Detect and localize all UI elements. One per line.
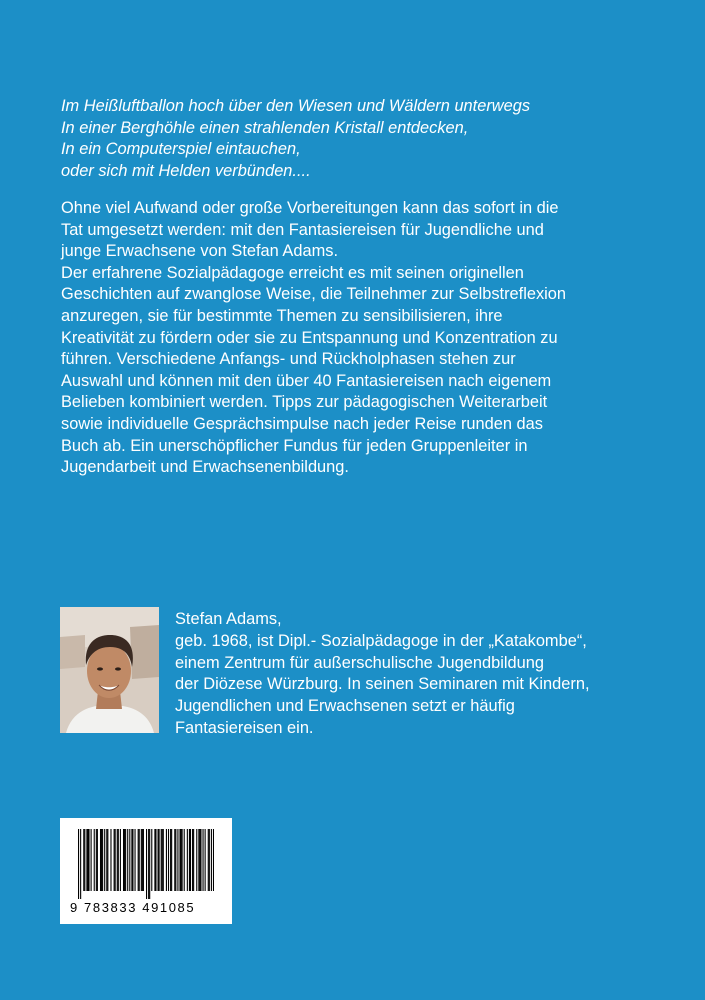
intro-line: Im Heißluftballon hoch über den Wiesen und Wäldern unterwegs	[61, 97, 531, 115]
description-line: Belieben kombiniert werden. Tipps zur pädagogischen Weiterarbeit	[61, 393, 548, 412]
barcode-bar	[118, 829, 119, 891]
barcode-bar	[97, 829, 98, 891]
intro-line: In einer Berghöhle einen strahlenden Kristall entdecken,	[61, 118, 469, 137]
barcode-bar	[209, 829, 210, 891]
barcode-bar	[190, 829, 191, 891]
barcode-bar	[129, 829, 130, 891]
barcode-bar	[125, 829, 126, 891]
author-bio-line: geb. 1968, ist Dipl.- Sozialpädagoge in der „Katakombe“,	[175, 631, 587, 650]
author-bio	[175, 609, 675, 740]
barcode-bar	[83, 829, 84, 891]
author-bio-line: Fantasiereisen ein.	[175, 718, 314, 737]
author-portrait-illustration	[60, 607, 159, 733]
author-photo	[60, 607, 159, 733]
barcode-bar	[208, 829, 209, 891]
description-line: Tat umgesetzt werden: mit den Fantasiereisen für Jugendliche und	[61, 220, 544, 239]
barcode-bar	[117, 829, 118, 891]
barcode-bar	[200, 829, 201, 891]
description-line: anzuregen, sie für bestimmte Themen zu sensibilisieren, ihre	[61, 306, 503, 325]
barcode-bar	[131, 829, 132, 891]
barcode-bar	[78, 829, 79, 899]
barcode-bar	[123, 829, 124, 891]
barcode-bar	[158, 829, 159, 891]
barcode-bar	[86, 829, 87, 891]
barcode-bar	[141, 829, 142, 891]
description-line: Kreativität zu fördern oder sie zu Entspannung und Konzentration zu	[61, 328, 558, 347]
description-line: Der erfahrene Sozialpädagoge erreicht es mit seinen originellen	[61, 263, 524, 282]
barcode-bar	[162, 829, 163, 891]
barcode-bar	[161, 829, 162, 891]
barcode-bar	[211, 829, 212, 891]
barcode-bar	[181, 829, 182, 891]
barcode-bar	[170, 829, 171, 891]
isbn-number: 9 783833 491085	[70, 900, 196, 915]
barcode-bar	[198, 829, 199, 891]
description-line: sowie individuelle Gesprächsimpulse nach jeder Reise runden das	[61, 414, 543, 433]
barcode-bar	[168, 829, 169, 891]
isbn-barcode	[60, 818, 232, 924]
barcode-bar	[94, 829, 95, 891]
barcode-bar	[199, 829, 200, 891]
intro-line: oder sich mit Helden verbünden....	[61, 161, 311, 180]
barcode-bar	[166, 829, 167, 891]
description-line: Jugendarbeit und Erwachsenenbildung.	[61, 458, 349, 477]
barcode-bar	[193, 829, 194, 891]
barcode-bar	[124, 829, 125, 891]
barcode-bar	[96, 829, 97, 891]
description-line: Geschichten auf zwanglose Weise, die Teilnehmer zur Selbstreflexion	[61, 285, 567, 304]
barcode-bar	[139, 829, 140, 891]
barcode-bar	[104, 829, 105, 891]
barcode-bar	[192, 829, 193, 891]
description-line: junge Erwachsene von Stefan Adams.	[61, 242, 338, 261]
author-bio-line: Jugendlichen und Erwachsenen setzt er häufig	[175, 697, 515, 716]
barcode-bar	[106, 829, 107, 891]
barcode-bar	[202, 829, 203, 891]
barcode-bar	[101, 829, 102, 891]
barcode-bar	[154, 829, 155, 891]
barcode-bar	[127, 829, 128, 891]
barcode-bar	[179, 829, 180, 891]
barcode-bar	[132, 829, 133, 891]
barcode-bar	[149, 829, 150, 899]
author-bio-line: einem Zentrum für außerschulische Jugendbildung	[175, 653, 544, 672]
barcode-bar	[107, 829, 108, 891]
barcode-bar	[142, 829, 143, 891]
description-line: Ohne viel Aufwand oder große Vorbereitungen kann das sofort in die	[61, 199, 559, 217]
intro-line: In ein Computerspiel eintauchen,	[61, 140, 301, 159]
barcode-bar	[182, 829, 183, 891]
barcode-bar	[91, 829, 92, 891]
barcode-bar	[146, 829, 147, 899]
barcode-bar	[196, 829, 197, 891]
barcode-bar	[184, 829, 185, 891]
barcode-bar	[155, 829, 156, 891]
barcode-bar	[84, 829, 85, 891]
barcode-bar	[163, 829, 164, 891]
barcode-bar	[110, 829, 111, 891]
description-line: führen. Verschiedene Anfangs- und Rückholphasen stehen zur	[61, 350, 516, 369]
barcode-bar	[143, 829, 144, 891]
description-line: Auswahl und können mit den über 40 Fantasiereisen nach eigenem	[61, 371, 552, 390]
barcode-bar	[174, 829, 175, 891]
barcode-bar	[177, 829, 178, 891]
barcode-bar	[205, 829, 206, 891]
barcode-bar	[134, 829, 135, 891]
description-text	[61, 198, 641, 479]
barcode-bar	[120, 829, 121, 891]
barcode-bar	[80, 829, 81, 899]
barcode-bar	[175, 829, 176, 891]
barcode-bar	[114, 829, 115, 891]
barcode-bar	[88, 829, 89, 891]
intro-text	[61, 96, 661, 182]
author-bio-line: der Diözese Würzburg. In seinen Seminaren mit Kindern,	[175, 675, 590, 694]
barcode-bar	[159, 829, 160, 891]
barcode-bar	[187, 829, 188, 891]
description-line: Buch ab. Ein unerschöpflicher Fundus für jeden Gruppenleiter in	[61, 436, 528, 455]
barcode-bar	[151, 829, 152, 891]
barcode-bars	[78, 829, 214, 899]
barcode-bar	[148, 829, 149, 899]
author-bio-line: Stefan Adams,	[175, 610, 282, 628]
barcode-bar	[115, 829, 116, 891]
barcode-bar	[189, 829, 190, 891]
barcode-bar	[102, 829, 103, 891]
barcode-bar	[87, 829, 88, 891]
barcode-bar	[213, 829, 214, 891]
barcode-bar	[138, 829, 139, 891]
barcode-bar	[100, 829, 101, 891]
barcode-bar	[171, 829, 172, 891]
